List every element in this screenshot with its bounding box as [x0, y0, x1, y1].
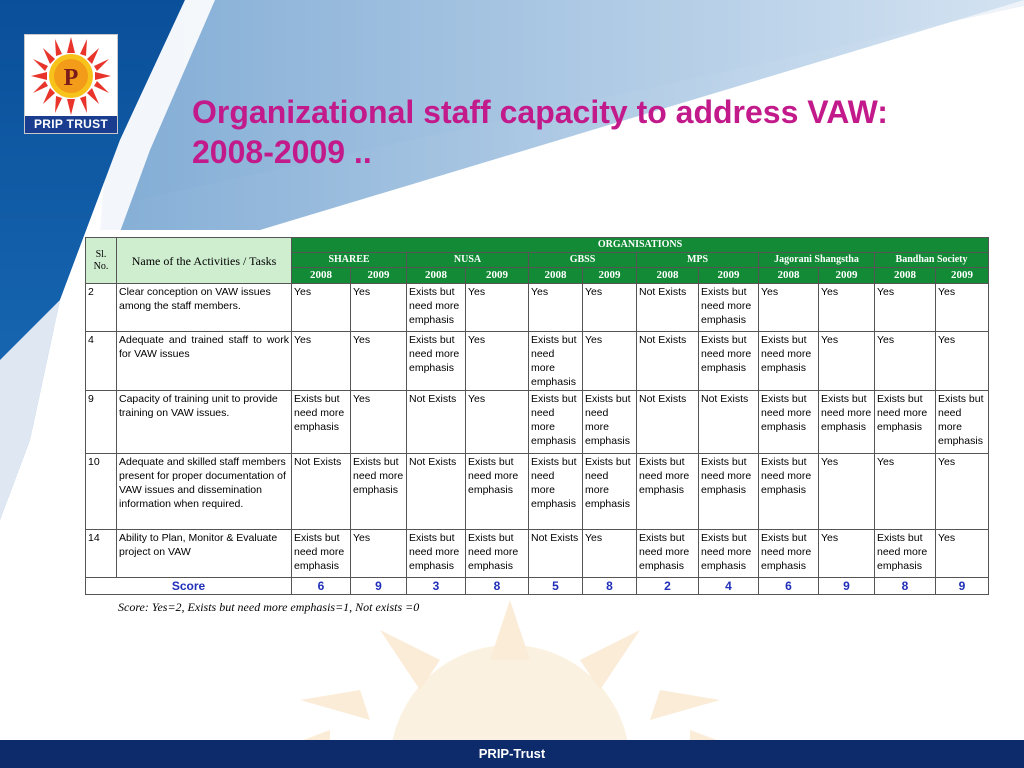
value-cell: Not Exists	[407, 454, 466, 530]
score-cell: 8	[466, 578, 529, 595]
slide-title	[192, 92, 972, 172]
value-cell: Yes	[351, 391, 407, 454]
value-cell: Not Exists	[637, 391, 699, 454]
value-cell: Exists but need more emphasis	[529, 391, 583, 454]
sun-logo-icon	[25, 35, 117, 117]
value-cell: Not Exists	[637, 332, 699, 391]
value-cell: Exists but need more emphasis	[759, 530, 819, 578]
score-cell: 8	[875, 578, 936, 595]
value-cell: Not Exists	[292, 454, 351, 530]
value-cell: Exists but need more emphasis	[699, 284, 759, 332]
year-header: 2008	[529, 268, 583, 284]
value-cell: Exists but need more emphasis	[699, 454, 759, 530]
value-cell: Yes	[936, 284, 989, 332]
year-header: 2008	[759, 268, 819, 284]
year-header: 2009	[819, 268, 875, 284]
value-cell: Exists but need more emphasis	[407, 284, 466, 332]
table-row	[86, 454, 989, 530]
org-header: Bandhan Society	[875, 253, 989, 268]
value-cell: Yes	[292, 284, 351, 332]
value-cell: Yes	[819, 332, 875, 391]
table-row	[86, 530, 989, 578]
value-cell: Exists but need more emphasis	[819, 391, 875, 454]
value-cell: Yes	[351, 284, 407, 332]
value-cell: Exists but need more emphasis	[759, 454, 819, 530]
organisations-header: ORGANISATIONS	[292, 238, 989, 253]
value-cell: Yes	[936, 332, 989, 391]
value-cell: Exists but need more emphasis	[529, 454, 583, 530]
table-row	[86, 284, 989, 332]
value-cell: Yes	[936, 530, 989, 578]
org-header: MPS	[637, 253, 759, 268]
value-cell: Yes	[466, 332, 529, 391]
activity-name-header: Name of the Activities / Tasks	[117, 238, 292, 284]
sl-cell: 10	[86, 454, 117, 530]
org-header: NUSA	[407, 253, 529, 268]
capacity-table	[85, 237, 989, 595]
score-cell: 2	[637, 578, 699, 595]
value-cell: Exists but need more emphasis	[699, 530, 759, 578]
score-label: Score	[86, 578, 292, 595]
prip-trust-logo	[24, 34, 118, 134]
score-cell: 9	[351, 578, 407, 595]
value-cell: Exists but need more emphasis	[292, 530, 351, 578]
value-cell: Yes	[583, 284, 637, 332]
value-cell: Not Exists	[637, 284, 699, 332]
sl-cell: 9	[86, 391, 117, 454]
value-cell: Yes	[583, 332, 637, 391]
year-header: 2009	[583, 268, 637, 284]
org-header: Jagorani Shangstha	[759, 253, 875, 268]
value-cell: Yes	[819, 454, 875, 530]
value-cell: Exists but need more emphasis	[583, 454, 637, 530]
value-cell: Exists but need more emphasis	[351, 454, 407, 530]
value-cell: Yes	[529, 284, 583, 332]
value-cell: Exists but need more emphasis	[637, 454, 699, 530]
value-cell: Exists but need more emphasis	[529, 332, 583, 391]
score-row	[86, 578, 989, 595]
value-cell: Exists but need more emphasis	[875, 530, 936, 578]
value-cell: Yes	[819, 530, 875, 578]
activity-cell: Adequate and skilled staff members present for proper documentation of VAW issues and dissemination information when required.	[117, 454, 292, 530]
value-cell: Yes	[936, 454, 989, 530]
sl-cell: 4	[86, 332, 117, 391]
table-row	[86, 391, 989, 454]
score-cell: 3	[407, 578, 466, 595]
org-header: SHAREE	[292, 253, 407, 268]
value-cell: Yes	[351, 332, 407, 391]
value-cell: Yes	[875, 284, 936, 332]
value-cell: Yes	[351, 530, 407, 578]
year-header: 2008	[875, 268, 936, 284]
year-header: 2008	[292, 268, 351, 284]
sl-cell: 14	[86, 530, 117, 578]
value-cell: Exists but need more emphasis	[583, 391, 637, 454]
year-header: 2009	[466, 268, 529, 284]
score-cell: 5	[529, 578, 583, 595]
logo-monogram: P	[63, 65, 79, 91]
activity-cell: Adequate and trained staff to work for VAW issues	[117, 332, 292, 391]
value-cell: Yes	[875, 454, 936, 530]
year-header: 2009	[351, 268, 407, 284]
activity-cell: Ability to Plan, Monitor & Evaluate project on VAW	[117, 530, 292, 578]
year-header: 2009	[699, 268, 759, 284]
sl-cell: 2	[86, 284, 117, 332]
year-header: 2009	[936, 268, 989, 284]
value-cell: Yes	[292, 332, 351, 391]
value-cell: Not Exists	[529, 530, 583, 578]
value-cell: Yes	[583, 530, 637, 578]
score-cell: 6	[759, 578, 819, 595]
table-row	[86, 332, 989, 391]
value-cell: Exists but need more emphasis	[699, 332, 759, 391]
value-cell: Exists but need more emphasis	[407, 530, 466, 578]
activity-cell: Clear conception on VAW issues among the staff members.	[117, 284, 292, 332]
value-cell: Not Exists	[407, 391, 466, 454]
score-cell: 9	[936, 578, 989, 595]
value-cell: Yes	[466, 391, 529, 454]
score-legend-note: Score: Yes=2, Exists but need more emphasis=1, Not exists =0	[118, 600, 420, 614]
score-cell: 6	[292, 578, 351, 595]
value-cell: Yes	[759, 284, 819, 332]
value-cell: Exists but need more emphasis	[875, 391, 936, 454]
value-cell: Yes	[466, 284, 529, 332]
sl-no-header: Sl. No.	[86, 238, 117, 284]
footer-label: PRIP-Trust	[478, 746, 546, 761]
activity-cell: Capacity of training unit to provide training on VAW issues.	[117, 391, 292, 454]
logo-label: PRIP TRUST	[25, 116, 117, 133]
value-cell: Exists but need more emphasis	[637, 530, 699, 578]
value-cell: Exists but need more emphasis	[759, 332, 819, 391]
score-cell: 8	[583, 578, 637, 595]
value-cell: Yes	[819, 284, 875, 332]
year-header: 2008	[407, 268, 466, 284]
value-cell: Exists but need more emphasis	[936, 391, 989, 454]
org-header: GBSS	[529, 253, 637, 268]
title-line-2: 2008-2009 ..	[192, 134, 372, 170]
value-cell: Exists but need more emphasis	[466, 530, 529, 578]
value-cell: Exists but need more emphasis	[292, 391, 351, 454]
score-cell: 9	[819, 578, 875, 595]
value-cell: Exists but need more emphasis	[759, 391, 819, 454]
value-cell: Exists but need more emphasis	[466, 454, 529, 530]
year-header: 2008	[637, 268, 699, 284]
title-line-1: Organizational staff capacity to address VAW:	[192, 94, 888, 130]
value-cell: Exists but need more emphasis	[407, 332, 466, 391]
score-cell: 4	[699, 578, 759, 595]
value-cell: Yes	[875, 332, 936, 391]
value-cell: Not Exists	[699, 391, 759, 454]
